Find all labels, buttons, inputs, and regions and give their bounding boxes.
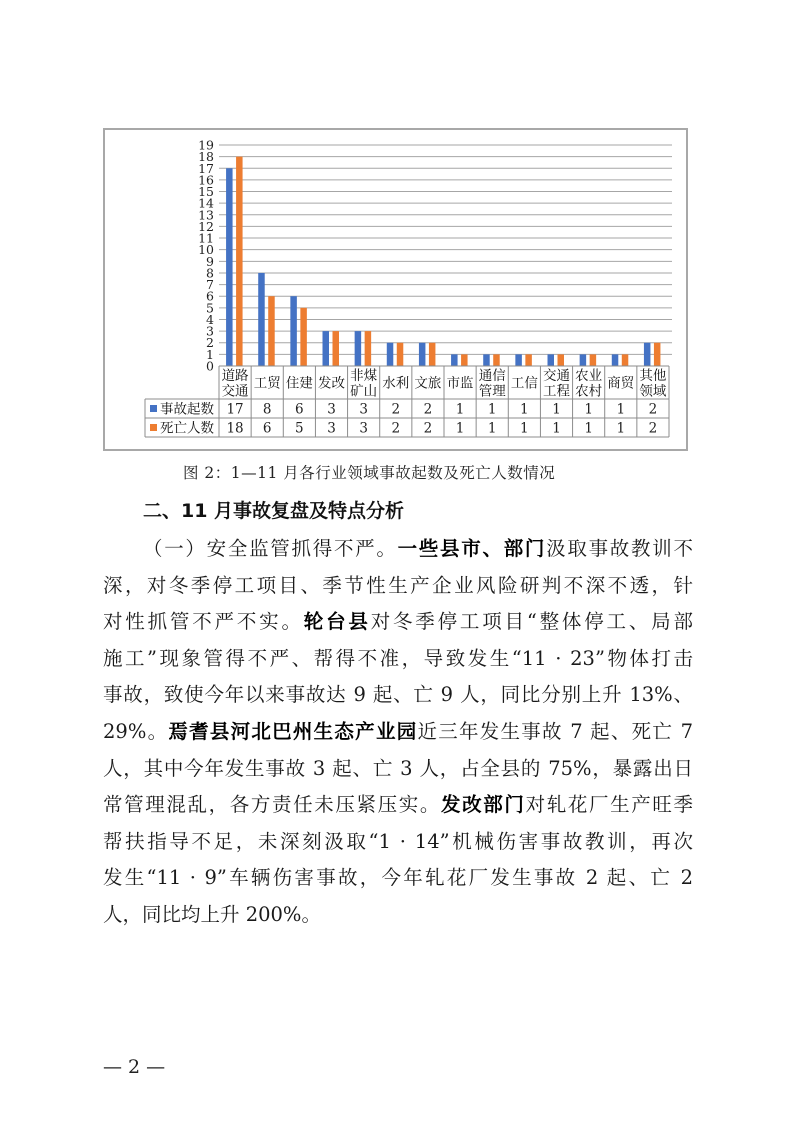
bar-accidents: [419, 343, 426, 366]
category-label: 交通: [221, 383, 249, 400]
y-tick-label: 15: [198, 184, 214, 200]
bar-deaths: [558, 354, 565, 366]
table-value: 1: [552, 420, 561, 437]
category-label: 其他: [639, 368, 667, 384]
table-value: 2: [391, 420, 401, 437]
y-tick-label: 5: [206, 300, 214, 316]
table-value: 2: [648, 420, 658, 437]
bar-deaths: [654, 343, 661, 366]
table-value: 3: [327, 401, 336, 418]
table-value: 1: [455, 420, 465, 437]
category-label: 文旅: [414, 375, 442, 392]
bar-chart-with-data-table: [105, 130, 686, 449]
text-run: 发生“11 · 9”车辆伤害事故，今年轧花厂发生事故 2 起、亡 2: [103, 866, 693, 890]
y-tick-label: 14: [198, 195, 214, 211]
paragraph-line: [103, 677, 693, 714]
y-tick-label: 11: [198, 230, 214, 246]
paragraph-line: [103, 568, 693, 605]
text-run: 帮扶指导不足，未深刻汲取“1 · 14”机械伤害事故教训，再次: [103, 829, 693, 853]
bar-accidents: [612, 354, 619, 366]
y-tick-label: 0: [206, 358, 214, 374]
bar-deaths: [461, 354, 468, 366]
bar-deaths: [397, 343, 404, 366]
y-tick-label: 18: [198, 149, 214, 165]
bar-accidents: [290, 296, 297, 366]
y-tick-label: 16: [198, 172, 214, 188]
paragraph-line: [103, 860, 693, 897]
category-label: 通信: [478, 368, 506, 384]
bar-accidents: [258, 273, 265, 366]
bar-deaths: [493, 354, 500, 366]
category-label: 非煤: [350, 368, 378, 384]
paragraph-line: [103, 641, 693, 678]
y-tick-label: 17: [198, 160, 214, 176]
y-tick-label: 12: [198, 218, 214, 234]
category-label: 农业: [575, 368, 603, 384]
category-label: 交通: [543, 368, 570, 384]
y-tick-label: 7: [206, 277, 214, 293]
table-value: 1: [552, 401, 561, 418]
paragraph-line: [103, 897, 693, 934]
table-value: 1: [455, 401, 465, 418]
bar-accidents: [580, 354, 587, 366]
bar-deaths: [525, 354, 532, 366]
table-value: 8: [262, 401, 272, 418]
bar-accidents: [515, 354, 522, 366]
table-value: 1: [487, 401, 497, 418]
category-label: 工信: [510, 375, 538, 392]
table-value: 3: [327, 420, 336, 437]
category-label: 领域: [639, 383, 667, 400]
legend-swatch-accidents: [150, 405, 157, 412]
category-label: 商贸: [607, 375, 635, 392]
text-run: 深，对冬季停工项目、季节性生产企业风险研判不深不透，针: [103, 573, 693, 597]
y-tick-label: 6: [206, 288, 214, 304]
bold-emphasis: 焉耆县河北巴州生态产业园: [168, 719, 418, 743]
text-run: 对性抓管不严不实。: [103, 610, 304, 634]
section-heading: 二、11 月事故复盘及特点分析: [143, 500, 405, 522]
table-value: 17: [226, 401, 244, 418]
text-run: 常管理混乱，各方责任未压紧压实。: [103, 793, 442, 817]
table-value: 1: [584, 401, 593, 418]
legend-swatch-deaths: [150, 424, 157, 431]
bar-deaths: [429, 343, 436, 366]
legend-label: 事故起数: [160, 401, 214, 418]
paragraph-line: [103, 714, 693, 751]
table-value: 1: [520, 420, 529, 437]
category-label: 农村: [575, 383, 603, 400]
text-run: 汲取事故教训不: [546, 537, 693, 560]
table-value: 3: [359, 420, 368, 437]
body-paragraph: [103, 531, 693, 934]
y-tick-label: 1: [206, 346, 214, 362]
page-number: — 2 —: [103, 1056, 166, 1078]
text-run: 对轧花厂生产旺季: [525, 793, 693, 817]
table-value: 1: [616, 401, 626, 418]
y-tick-label: 13: [198, 207, 214, 223]
category-label: 矿山: [350, 383, 378, 400]
paragraph-line: [103, 531, 693, 568]
figure-caption: 图 2：1—11 月各行业领域事故起数及死亡人数情况: [183, 464, 556, 482]
bar-deaths: [300, 308, 307, 366]
bar-deaths: [333, 331, 340, 366]
table-value: 18: [226, 420, 244, 437]
y-tick-label: 4: [206, 311, 214, 327]
text-run: 对冬季停工项目“整体停工、局部: [370, 610, 693, 634]
paragraph-line: [103, 787, 693, 824]
bar-accidents: [483, 354, 490, 366]
chart-frame: [103, 128, 688, 451]
bar-accidents: [226, 168, 233, 366]
bar-accidents: [451, 354, 458, 366]
table-value: 2: [423, 420, 433, 437]
bar-deaths: [622, 354, 629, 366]
bar-deaths: [268, 296, 275, 366]
bar-accidents: [355, 331, 362, 366]
bar-deaths: [236, 157, 243, 366]
text-run: 人，其中今年发生事故 3 起、亡 3 人，占全县的 75%，暴露出日: [103, 756, 693, 780]
y-tick-label: 8: [206, 265, 214, 281]
bold-emphasis: 发改部门: [441, 793, 526, 817]
y-tick-label: 3: [206, 323, 214, 339]
table-value: 2: [391, 401, 401, 418]
bar-deaths: [590, 354, 597, 366]
bar-deaths: [365, 331, 372, 366]
bar-accidents: [548, 354, 555, 366]
text-run: 人，同比均上升 200%。: [103, 902, 321, 926]
text-run: 施工”现象管得不严、帮得不准，导致发生“11 · 23”物体打击: [103, 646, 693, 670]
bar-accidents: [323, 331, 330, 366]
category-label: 住建: [285, 375, 313, 392]
category-label: 管理: [478, 383, 506, 400]
bold-emphasis: 一些县市、部门: [397, 537, 547, 560]
table-value: 6: [295, 401, 304, 418]
table-value: 1: [487, 420, 497, 437]
text-run: 近三年发生事故 7 起、死亡 7: [417, 719, 693, 743]
table-value: 6: [262, 420, 272, 437]
y-tick-label: 9: [206, 253, 214, 269]
category-label: 发改: [318, 375, 345, 392]
table-value: 2: [648, 401, 658, 418]
category-label: 水利: [382, 375, 410, 392]
table-value: 5: [295, 420, 304, 437]
legend-label: 死亡人数: [160, 420, 214, 437]
text-run: （一）安全监管抓得不严。: [143, 537, 398, 560]
bar-accidents: [387, 343, 394, 366]
table-value: 1: [584, 420, 593, 437]
y-tick-label: 19: [198, 137, 214, 153]
bold-emphasis: 轮台县: [303, 610, 371, 634]
table-value: 1: [520, 401, 529, 418]
category-label: 市监: [446, 375, 474, 392]
paragraph-line: [103, 604, 693, 641]
category-label: 工程: [543, 383, 570, 400]
table-value: 1: [616, 420, 626, 437]
paragraph-line: [103, 824, 693, 861]
text-run: 事故，致使今年以来事故达 9 起、亡 9 人，同比分别上升 13%、: [103, 683, 693, 707]
bar-accidents: [644, 343, 651, 366]
category-label: 道路: [221, 368, 249, 384]
table-value: 3: [359, 401, 368, 418]
paragraph-line: [103, 751, 693, 788]
text-run: 29%。: [103, 719, 169, 743]
table-value: 2: [423, 401, 433, 418]
y-tick-label: 2: [206, 335, 214, 351]
category-label: 工贸: [253, 375, 281, 392]
y-tick-label: 10: [198, 242, 214, 258]
